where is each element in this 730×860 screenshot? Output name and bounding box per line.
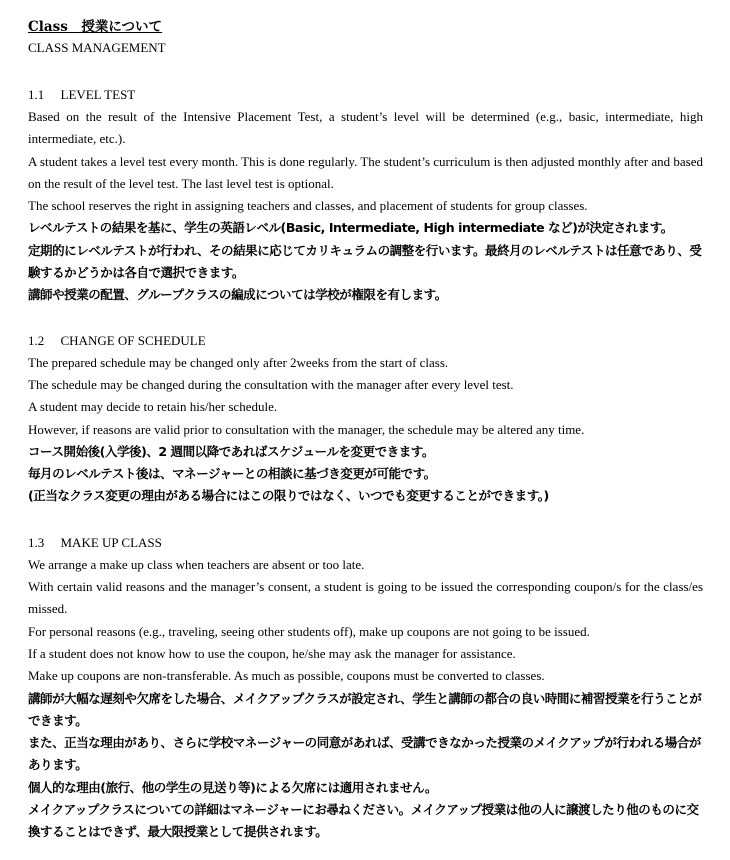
paragraph-jp: コース開始後(入学後)、2 週間以降であればスケジュールを変更できます。 (28, 443, 434, 459)
paragraph-jp: レベルテストの結果を基に、学生の英語レベル(Basic, Intermediate, High intermediate など)が決定されます。 (28, 220, 673, 236)
paragraph-jp: メイクアップクラスについての詳細はマネージャーにお尋ねください。メイクアップ授業は他の人に譲渡したり他のものに交換することはできず、最大限授業として提供されます。 (28, 802, 699, 840)
paragraph-en: The schedule may be changed during the consultation with the manager after every level test. (28, 376, 514, 392)
document-title: Class 授業について (28, 19, 163, 35)
paragraph-en: The school reserves the right in assigning teachers and classes, and placement of students for group classes. (28, 198, 588, 214)
section-make-up-class (28, 532, 703, 844)
paragraph-jp: 講師が大幅な遅刻や欠席をした場合、メイクアップクラスが設定され、学生と講師の都合の良い時間に補習授業を行うことができます。 (28, 690, 702, 728)
paragraph-jp: 毎月のレベルテスト後は、マネージャーとの相談に基づき変更が可能です。 (28, 466, 436, 482)
document-subtitle: CLASS MANAGEMENT (28, 40, 166, 55)
paragraph-jp: 個人的な理由(旅行、他の学生の見送り等)による欠席には適用されません。 (28, 779, 437, 795)
paragraph-en: We arrange a make up class when teachers are absent or too late. (28, 556, 365, 572)
section-heading: 1.2 CHANGE OF SCHEDULE (28, 332, 206, 348)
document-page (28, 17, 703, 844)
section-level-test (28, 84, 703, 307)
paragraph-en: However, if reasons are valid prior to consultation with the manager, the schedule may be altered any time. (28, 421, 585, 437)
paragraph-en: For personal reasons (e.g., traveling, seeing other students off), make up coupons are not going to be issued. (28, 623, 590, 639)
paragraph-jp: (正当なクラス変更の理由がある場合にはこの限りではなく、いつでも変更することができます。) (28, 488, 549, 504)
section-heading: 1.1 LEVEL TEST (28, 87, 136, 102)
paragraph-en: With certain valid reasons and the manager’s consent, a student is going to be issued the corresponding coupon/s for the class/es missed. (28, 579, 703, 617)
paragraph-en: Make up coupons are non-transferable. As much as possible, coupons must be converted to classes. (28, 668, 545, 684)
paragraph-en: A student may decide to retain his/her schedule. (28, 399, 278, 415)
paragraph-en: A student takes a level test every month. This is done regularly. The student’s curriculum is then adjusted monthly after and based on the result of the level test. The last level test is optional. (28, 153, 703, 191)
paragraph-en: If a student does not know how to use the coupon, he/she may ask the manager for assistance. (28, 645, 516, 661)
section-heading: 1.3 MAKE UP CLASS (28, 534, 162, 550)
paragraph-en: The prepared schedule may be changed only after 2weeks from the start of class. (28, 354, 449, 370)
paragraph-jp: また、正当な理由があり、さらに学校マネージャーの同意があれば、受講できなかった授業のメイクアップが行われる場合があります。 (28, 735, 701, 773)
paragraph-en: Based on the result of the Intensive Placement Test, a student’s level will be determined (e.g., basic, intermediate, high intermediate, etc.). (28, 109, 703, 147)
paragraph-jp: 定期的にレベルテストが行われ、その結果に応じてカリキュラムの調整を行います。最終月のレベルテストは任意であり、受験するかどうかは各自で選択できます。 (28, 242, 702, 281)
section-change-of-schedule (28, 330, 703, 508)
paragraph-jp: 講師や授業の配置、グループクラスの編成については学校が権限を有します。 (28, 287, 447, 303)
